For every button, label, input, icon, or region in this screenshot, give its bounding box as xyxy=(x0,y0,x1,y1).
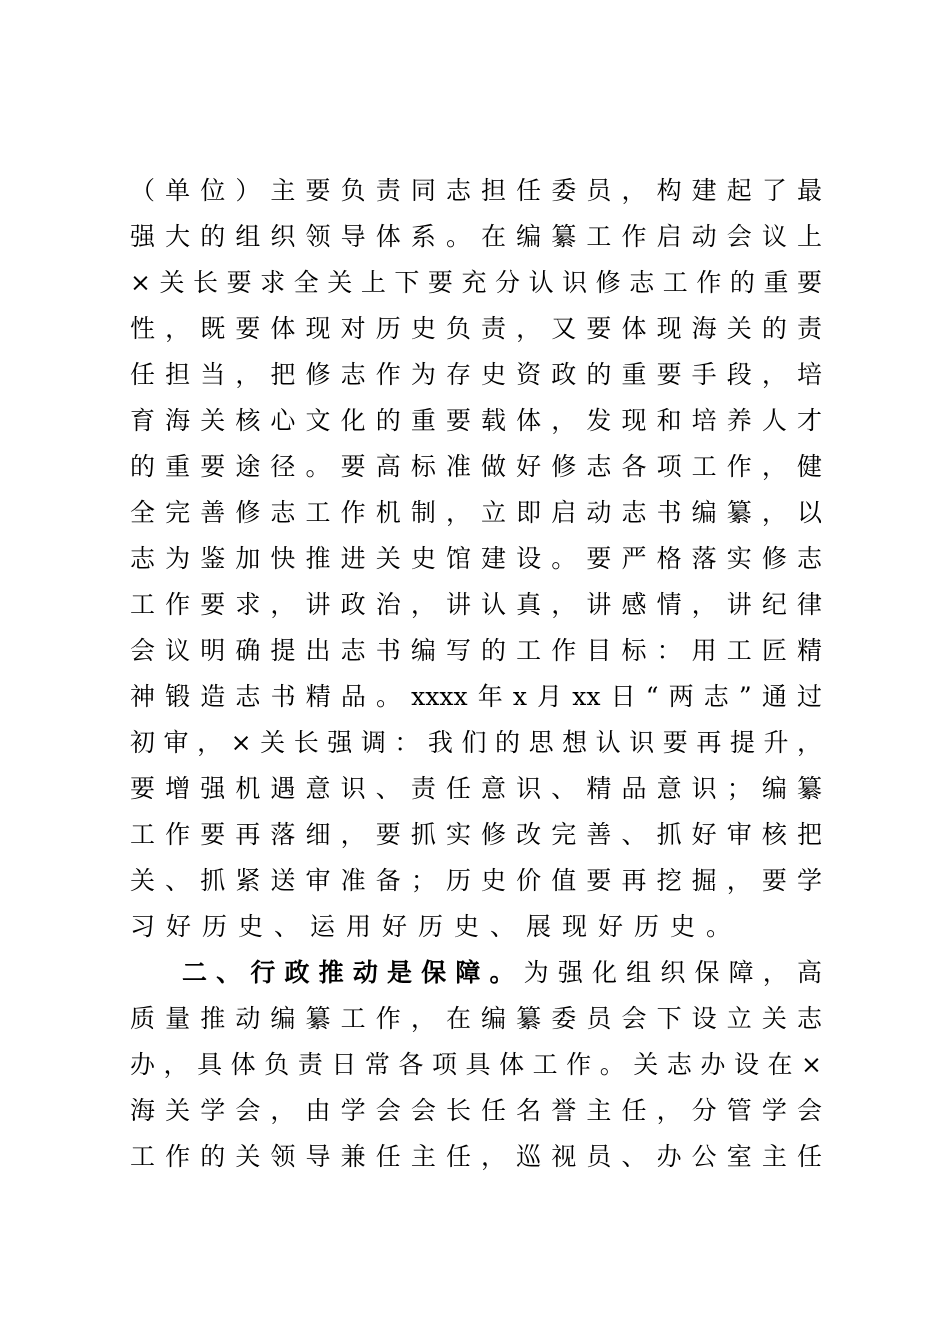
text-line: 工作的关领导兼任主任，巡视员、办公室主任 xyxy=(130,1142,822,1171)
section-heading: 二、行政推动是保障。 xyxy=(182,958,524,987)
text-line: 神锻造志书精品。xxxx年x月xx日“两志”通过 xyxy=(130,682,822,711)
text-line: 的重要途径。要高标准做好修志各项工作，健 xyxy=(130,452,822,481)
text-line: 质量推动编纂工作，在编纂委员会下设立关志 xyxy=(130,1004,822,1033)
text-line: 关、抓紧送审准备；历史价值要再挖掘，要学 xyxy=(130,866,822,895)
text-line: 性，既要体现对历史负责，又要体现海关的责 xyxy=(130,314,822,343)
heading-line-text: 为强化组织保障，高 xyxy=(523,958,822,987)
text-line: 会议明确提出志书编写的工作目标：用工匠精 xyxy=(130,636,822,665)
text-line: 办，具体负责日常各项具体工作。关志办设在× xyxy=(130,1050,822,1079)
text-line: ×关长要求全关上下要充分认识修志工作的重要 xyxy=(130,268,822,297)
document-body xyxy=(130,168,822,1180)
text-line: 工作要再落细，要抓实修改完善、抓好审核把 xyxy=(130,820,822,849)
text-line: 任担当，把修志作为存史资政的重要手段，培 xyxy=(130,360,822,389)
text-line: 育海关核心文化的重要载体，发现和培养人才 xyxy=(130,406,822,435)
text-line: 初审，×关长强调：我们的思想认识要再提升， xyxy=(130,728,822,757)
text-line: 强大的组织领导体系。在编纂工作启动会议上 xyxy=(130,222,822,251)
text-line: 工作要求，讲政治，讲认真，讲感情，讲纪律 xyxy=(130,590,822,619)
text-line: 要增强机遇意识、责任意识、精品意识；编纂 xyxy=(130,774,822,803)
text-line: 志为鉴加快推进关史馆建设。要严格落实修志 xyxy=(130,544,822,573)
text-line: 全完善修志工作机制，立即启动志书编纂，以 xyxy=(130,498,822,527)
section-heading-line xyxy=(130,950,822,996)
text-line: 习好历史、运用好历史、展现好历史。 xyxy=(130,912,743,941)
text-line: （单位）主要负责同志担任委员，构建起了最 xyxy=(130,176,822,205)
text-line: 海关学会，由学会会长任名誉主任，分管学会 xyxy=(130,1096,822,1125)
